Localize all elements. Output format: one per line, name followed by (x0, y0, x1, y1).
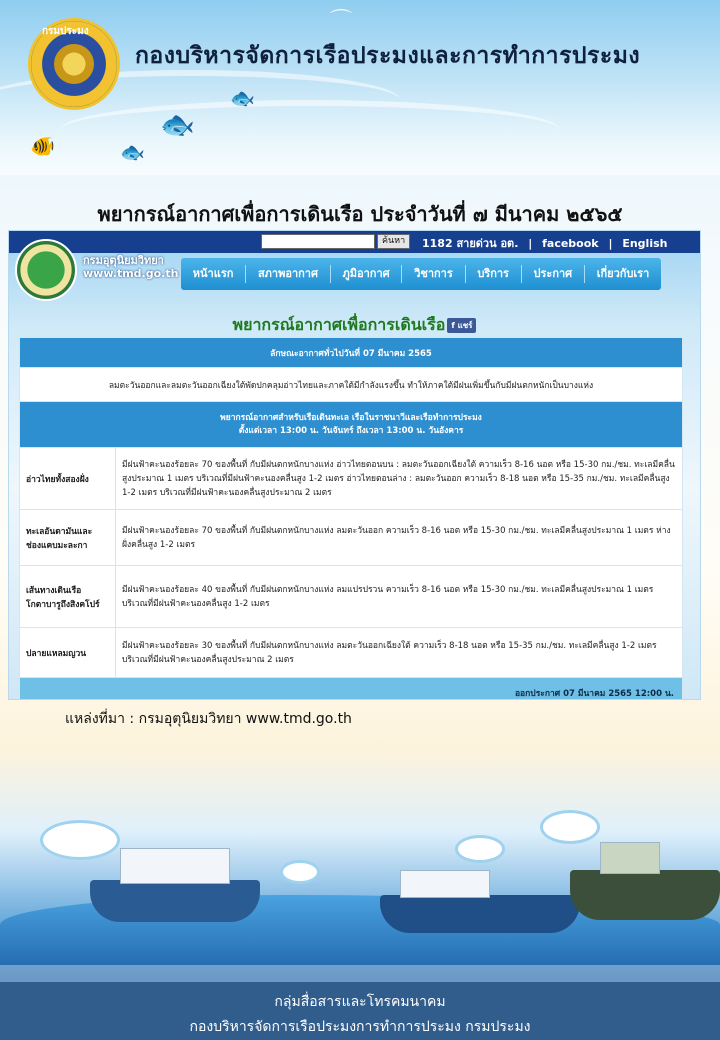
tmd-url: www.tmd.go.th (83, 267, 179, 280)
facebook-link[interactable]: facebook (542, 237, 599, 250)
forecast-header-line2: ตั้งแต่เวลา 13:00 น. วันจันทร์ ถึงเวลา 13:00 น. วันอังคาร (238, 425, 464, 436)
forecast-header (20, 402, 683, 448)
nav-weather[interactable]: สภาพอากาศ (246, 265, 331, 283)
tmd-subtitle-text: พยากรณ์อากาศเพื่อการเดินเรือ (232, 315, 446, 334)
nav-academic[interactable]: วิชาการ (402, 265, 465, 283)
logo-emblem-icon (54, 44, 94, 84)
area-forecast: มีฝนฟ้าคะนองร้อยละ 70 ของพื้นที่ กับมีฝนตกหนักบางแห่ง อ่าวไทยตอนบน : ลมตะวันออกเฉียงใต้ ความเร็ว 8-16 นอต หรือ 15-30 กม./ชม. ทะเลมีคลื่นสูงประมาณ 1 เมตร บริเวณที่มีฝนฟ้าคะนองคลื่นสูง 1-2 เมตร อ่าวไทยตอนล่าง : ลมตะวันออก ความเร็ว 8-18 นอต หรือ 15-35 กม./ชม. ทะเลมีคลื่นสูง 1-2 เมตร บริเวณที่มีฝนฟ้าคะนองคลื่นสูงประมาณ 2 เมตร (116, 448, 683, 510)
area-forecast: มีฝนฟ้าคะนองร้อยละ 70 ของพื้นที่ กับมีฝนตกหนักบางแห่ง ลมตะวันออก ความเร็ว 8-16 นอต หรือ 15-30 กม./ชม. ทะเลมีคลื่นสูงประมาณ 1 เมตร ห่างฝั่งคลื่นสูง 1-2 เมตร (116, 510, 683, 566)
logo-text: กรมประมง (42, 26, 89, 37)
area-name: ทะเลอันดามันและช่องแคบมะละกา (20, 510, 116, 566)
area-forecast: มีฝนฟ้าคะนองร้อยละ 30 ของพื้นที่ กับมีฝนตกหนักบางแห่ง ลมตะวันออกเฉียงใต้ ความเร็ว 8-18 นอต หรือ 15-35 กม./ชม. ทะเลมีคลื่นสูง 1-2 เมตร บริเวณที่มีฝนฟ้าคะนองคลื่นสูงประมาณ 2 เมตร (116, 628, 683, 678)
fishing-boat-illustration (90, 880, 260, 922)
forecast-title: พยากรณ์อากาศเพื่อการเดินเรือ ประจำวันที่ ๗ มีนาคม ๒๕๖๕ (97, 202, 623, 226)
boat-cabin (120, 848, 230, 884)
general-text: ลมตะวันออกและลมตะวันออกเฉียงใต้พัดปกคลุมอ่าวไทยและภาคใต้มีกำลังแรงขึ้น ทำให้ภาคใต้มีฝนเพิ่มขึ้นกับมีฝนตกหนักเป็นบางแห่ง (20, 368, 683, 402)
seagull-icon: ⌒ (330, 9, 353, 34)
fishing-boat-illustration (380, 895, 580, 933)
nav-services[interactable]: บริการ (466, 265, 522, 283)
tmd-org-name: กรมอุตุนิยมวิทยา (83, 254, 164, 267)
tmd-page-title (9, 313, 700, 338)
forecast-table (19, 337, 683, 700)
table-row (20, 628, 683, 678)
tmd-search-button[interactable]: ค้นหา (377, 234, 410, 249)
header-banner (0, 0, 720, 175)
area-forecast: มีฝนฟ้าคะนองร้อยละ 40 ของพื้นที่ กับมีฝนตกหนักบางแห่ง ลมแปรปรวน ความเร็ว 8-16 นอต หรือ 15-30 กม./ชม. ทะเลมีคลื่นสูงประมาณ 1 เมตร บริเวณที่มีฝนฟ้าคะนองคลื่นสูง 1-2 เมตร (116, 566, 683, 628)
english-link[interactable]: English (622, 237, 668, 250)
fish-icon: 🐠 (30, 134, 55, 158)
table-row (20, 566, 683, 628)
footer-line-1: กลุ่มสื่อสารและโทรคมนาคม (274, 994, 446, 1010)
general-header: ลักษณะอากาศทั่วไปวันที่ 07 มีนาคม 2565 (20, 338, 683, 368)
fishing-boat-illustration (570, 870, 720, 920)
table-row (20, 510, 683, 566)
area-name: อ่าวไทยทั้งสองฝั่ง (20, 448, 116, 510)
table-row (20, 368, 683, 402)
tmd-top-links (419, 234, 670, 252)
footer (0, 982, 720, 1040)
boat-cabin (600, 842, 660, 874)
fish-icon: 🐟 (160, 108, 195, 141)
table-row (20, 338, 683, 368)
source-credit: แหล่งที่มา : กรมอุตุนิยมวิทยา www.tmd.go.th (65, 711, 352, 727)
nav-announcements[interactable]: ประกาศ (522, 265, 585, 283)
nav-about[interactable]: เกี่ยวกับเรา (596, 267, 650, 280)
nav-climate[interactable]: ภูมิอากาศ (331, 265, 403, 283)
bottom-strip (0, 965, 720, 982)
area-name: ปลายแหลมญวน (20, 628, 116, 678)
cloud-decoration (40, 820, 120, 860)
table-row (20, 448, 683, 510)
tmd-search-input[interactable] (261, 234, 375, 249)
tmd-logo (15, 239, 77, 301)
fish-icon: 🐟 (230, 86, 255, 110)
footer-line-2: กองบริหารจัดการเรือประมงการทำการประมง กรมประมง (189, 1019, 531, 1035)
area-name: เส้นทางเดินเรือโกตาบารูถึงสิงคโปร์ (20, 566, 116, 628)
separator: | (528, 237, 533, 250)
fish-icon: 🐟 (120, 140, 145, 164)
facebook-share-button[interactable]: f แชร์ (447, 318, 476, 333)
separator: | (608, 237, 613, 250)
hotline-link[interactable]: 1182 สายด่วน อต. (422, 237, 519, 250)
tmd-website-screenshot (8, 230, 701, 700)
department-title: กองบริหารจัดการเรือประมงและการทำการประมง (135, 43, 641, 69)
forecast-header-line1: พยากรณ์อากาศสำหรับเรือเดินทะเล เรือในราชนาวีและเรือทำการประมง (220, 412, 482, 423)
table-row (20, 402, 683, 448)
tmd-main-nav (181, 258, 661, 290)
issued-time: ออกประกาศ 07 มีนาคม 2565 12:00 น. (20, 678, 683, 701)
cloud-decoration (280, 860, 320, 884)
nav-home[interactable]: หน้าแรก (181, 265, 246, 283)
cloud-decoration (540, 810, 600, 844)
table-row (20, 678, 683, 701)
boat-cabin (400, 870, 490, 898)
cloud-decoration (455, 835, 505, 863)
